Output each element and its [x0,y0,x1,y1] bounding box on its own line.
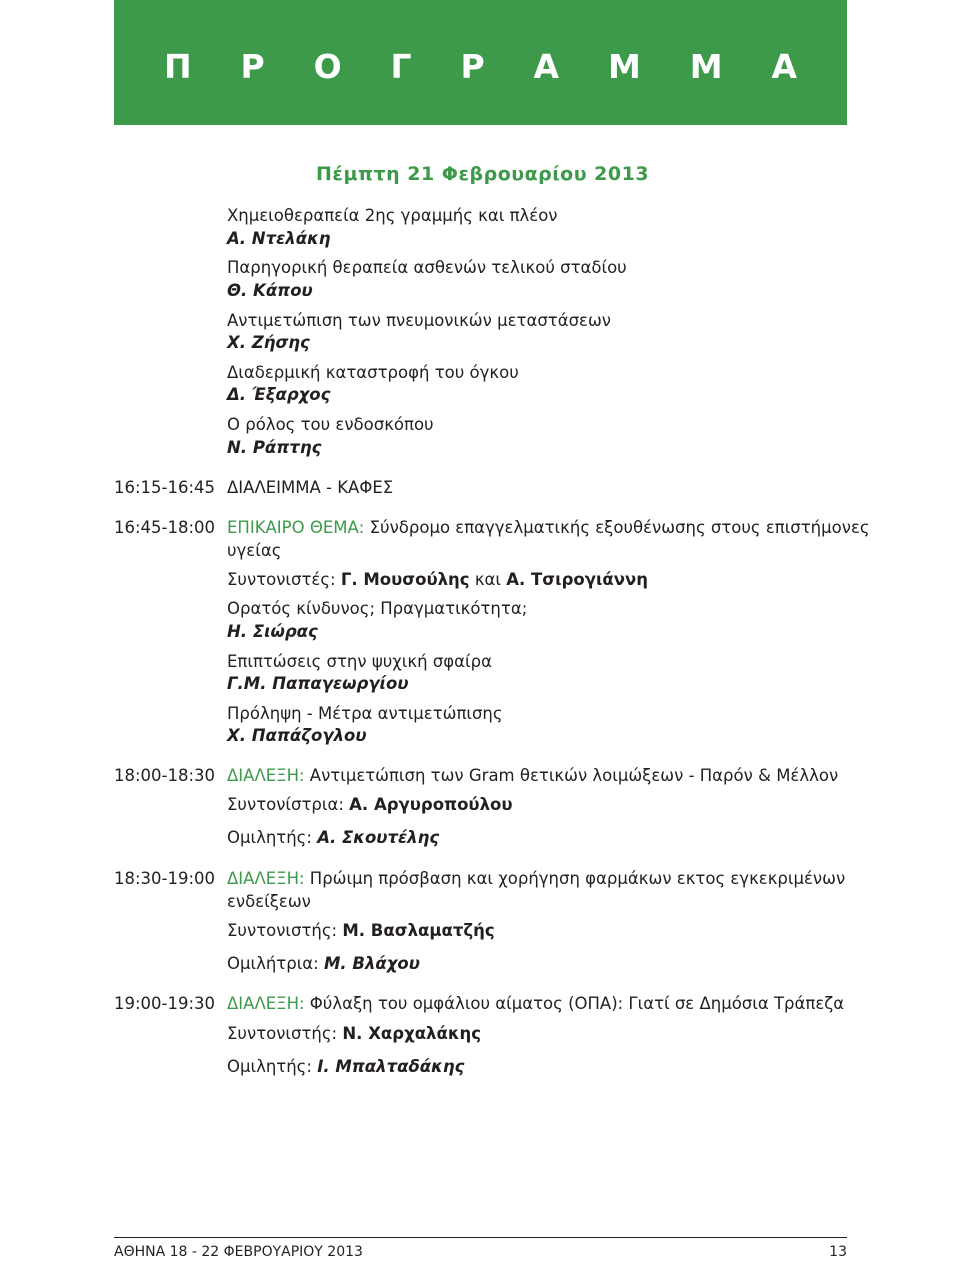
title-letter: Α [771,46,797,86]
talk-speaker: Χ. Παπάζογλου [227,726,367,745]
lecture-speaker [227,1057,464,1077]
talk-title: Διαδερμική καταστροφή του όγκου [227,363,519,382]
topic-title-cont: υγείας [227,541,282,560]
title-letter: Μ [607,46,641,86]
lecture-heading [227,766,838,786]
topic-prefix: ΕΠΙΚΑΙΡΟ ΘΕΜΑ: [227,518,365,537]
speaker: Μ. Βλάχου [323,954,420,973]
title-letter: Ο [313,46,342,86]
lecture-heading [227,869,845,889]
lecture-heading [227,994,844,1014]
talk-speaker: Η. Σιώρας [227,622,318,641]
lecture-time: 18:30-19:00 [114,869,216,888]
title-letter: Α [533,46,560,86]
footer-event: ΑΘΗΝΑ 18 - 22 ΦΕΒΡΟΥΑΡΙΟΥ 2013 [114,1244,363,1260]
lecture-time: 18:00-18:30 [114,766,216,785]
speaker: Α. Σκουτέλης [317,828,440,847]
talk-title: Παρηγορική θεραπεία ασθενών τελικού σταδίου [227,258,627,277]
break-time: 16:15-16:45 [114,478,216,497]
talk-speaker: Δ. Έξαρχος [227,385,331,404]
coord-label: Συντονίστρια: [227,795,344,814]
talk-title: Πρόληψη - Μέτρα αντιμετώπισης [227,704,503,723]
coord-label: Συντονιστής: [227,1024,338,1043]
day-title: Πέμπτη 21 Φεβρουαρίου 2013 [316,163,650,185]
lecture-speaker [227,954,420,974]
coordinator: Α. Αργυροπούλου [349,795,513,814]
coord-label: Συντονιστές: [227,570,336,589]
footer-divider [114,1237,847,1238]
coordinator: Μ. Βασλαματζής [342,921,495,940]
title-letter: Ρ [240,46,265,86]
coordinator: Γ. Μουσούλης [340,570,470,589]
lecture-prefix: ΔΙΑΛΕΞΗ: [227,869,305,888]
talk-speaker: Ν. Ράπτης [227,438,322,457]
lecture-title: Φύλαξη του ομφάλιου αίματος (ΟΠΑ): Γιατί σε Δημόσια Τράπεζα [309,994,845,1013]
program-title [164,46,797,86]
title-letter: Μ [689,46,723,86]
lecture-title: Πρώιμη πρόσβαση και χορήγηση φαρμάκων εκτος εγκεκριμένων [309,869,846,888]
topic-coordinators [227,570,648,590]
title-letter: Π [164,46,192,86]
topic-heading [227,518,870,538]
lecture-prefix: ΔΙΑΛΕΞΗ: [227,766,305,785]
topic-time: 16:45-18:00 [114,518,216,537]
talk-title: Επιπτώσεις στην ψυχική σφαίρα [227,652,492,671]
title-letter: Γ [390,46,412,86]
page-number: 13 [829,1244,847,1260]
break-label: ΔΙΑΛΕΙΜΜΑ - ΚΑΦΕΣ [227,478,394,497]
talk-title: Αντιμετώπιση των πνευμονικών μεταστάσεων [227,311,611,330]
talk-speaker: Γ.Μ. Παπαγεωργίου [227,674,409,693]
lecture-prefix: ΔΙΑΛΕΞΗ: [227,994,305,1013]
header-banner [114,0,847,125]
lecture-title: Αντιμετώπιση των Gram θετικών λοιμώξεων - Παρόν & Μέλλον [309,766,839,785]
talk-speaker: Χ. Ζήσης [227,333,310,352]
talk-speaker: Θ. Κάπου [227,281,313,300]
lecture-speaker [227,828,439,848]
topic-title: Σύνδρομο επαγγελματικής εξουθένωσης στους επιστήμονες [369,518,870,537]
lecture-coordinator [227,1024,481,1044]
talk-title: Χημειοθεραπεία 2ης γραμμής και πλέον [227,206,558,225]
talk-title: Ο ρόλος του ενδοσκόπου [227,415,434,434]
title-letter: Ρ [460,46,485,86]
coord-and: και [474,570,501,589]
talk-speaker: Α. Ντελάκη [227,229,331,248]
coordinator: Ν. Χαρχαλάκης [342,1024,482,1043]
speaker-label: Ομιλητής: [227,828,312,847]
coord-label: Συντονιστής: [227,921,338,940]
lecture-coordinator [227,921,495,941]
speaker-label: Ομιλητής: [227,1057,312,1076]
lecture-coordinator [227,795,513,815]
speaker: Ι. Μπαλταδάκης [317,1057,465,1076]
speaker-label: Ομιλήτρια: [227,954,319,973]
lecture-time: 19:00-19:30 [114,994,216,1013]
lecture-title-cont: ενδείξεων [227,892,311,911]
talk-title: Ορατός κίνδυνος; Πραγματικότητα; [227,599,528,618]
coordinator: Α. Τσιρογιάννη [506,570,648,589]
